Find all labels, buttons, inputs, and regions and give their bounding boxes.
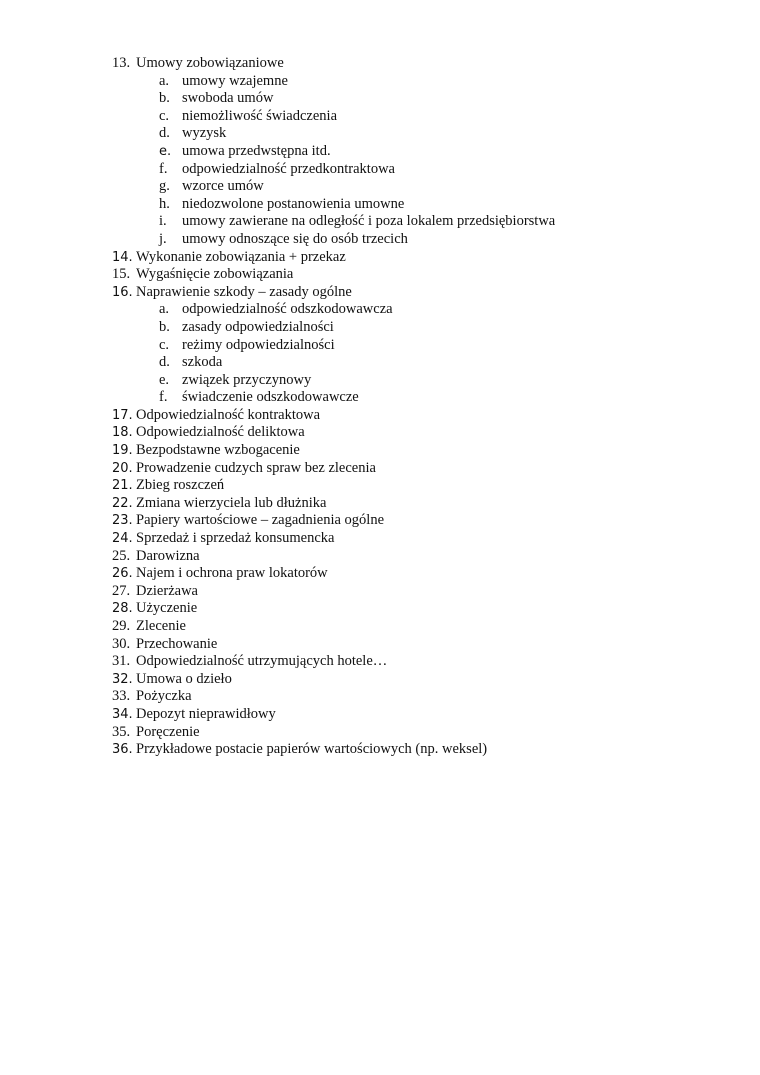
- list-item-number: 14.: [112, 249, 133, 265]
- sub-list-item-text: wyzysk: [182, 125, 227, 142]
- list-item-number: 15.: [112, 266, 131, 283]
- list-item-text: Odpowiedzialność deliktowa: [136, 424, 305, 441]
- sub-list-item-text: niedozwolone postanowienia umowne: [182, 195, 405, 212]
- list-item-number: 20.: [112, 460, 133, 476]
- list-item: [112, 618, 712, 636]
- list-item-text: Prowadzenie cudzych spraw bez zlecenia: [136, 459, 376, 476]
- list-item-number: 35.: [112, 723, 131, 740]
- sub-list-item: [112, 178, 712, 196]
- sub-list-item-letter: c.: [159, 107, 170, 124]
- list-item: [112, 495, 712, 513]
- list-item-text: Odpowiedzialność kontraktowa: [136, 406, 321, 423]
- sub-list-item: [112, 319, 712, 337]
- list-item-text: Depozyt nieprawidłowy: [136, 705, 276, 722]
- list-item: [112, 530, 712, 548]
- list-item-number: 28.: [112, 601, 133, 617]
- list-item-number: 13.: [112, 55, 131, 71]
- list-item-text: Zmiana wierzyciela lub dłużnika: [136, 494, 327, 511]
- list-item: [112, 266, 712, 284]
- sub-list-item: [112, 337, 712, 355]
- sub-list-item-letter: b.: [159, 90, 170, 107]
- sub-list-item-text: zasady odpowiedzialności: [182, 318, 334, 335]
- list-item-text: Przechowanie: [136, 635, 218, 652]
- sub-list-item: [112, 161, 712, 179]
- list-item: [112, 653, 712, 671]
- list-item-number: 18.: [112, 425, 133, 441]
- sub-list-item-text: swoboda umów: [182, 90, 274, 107]
- list-item-text: Umowy zobowiązaniowe: [136, 55, 284, 71]
- sub-list-item-letter: a.: [159, 301, 170, 318]
- list-item: [112, 565, 712, 583]
- list-item: [112, 477, 712, 495]
- list-item-text: Wygaśnięcie zobowiązania: [136, 266, 294, 283]
- sub-list-item-text: umowy wzajemne: [182, 72, 288, 89]
- list-item-number: 33.: [112, 688, 131, 705]
- list-item-text: Dzierżawa: [136, 582, 198, 599]
- sub-list-item: [112, 213, 712, 231]
- list-item-text: Poręczenie: [136, 723, 200, 740]
- list-item: [112, 706, 712, 724]
- list-item-text: Bezpodstawne wzbogacenie: [136, 442, 300, 459]
- sub-list-item: [112, 301, 712, 319]
- sub-list-item-letter: f.: [159, 160, 168, 177]
- list-item-number: 21.: [112, 478, 133, 494]
- sub-list-item-text: szkoda: [182, 354, 223, 371]
- list-item-number: 23.: [112, 513, 133, 529]
- list-item: [112, 548, 712, 566]
- sub-list-item: [112, 196, 712, 214]
- sub-list-item-letter: d.: [159, 125, 170, 142]
- list-item-number: 17.: [112, 407, 133, 423]
- sub-list-item-text: umowy zawierane na odległość i poza lokalem przedsiębiorstwa: [182, 213, 556, 230]
- list-item-text: Naprawienie szkody – zasady ogólne: [136, 283, 352, 300]
- sub-list-item: [112, 372, 712, 390]
- list-item: [112, 583, 712, 601]
- sub-list-item-letter: b.: [159, 318, 170, 335]
- sub-list-item-letter: i.: [159, 213, 167, 230]
- list-item-text: Najem i ochrona praw lokatorów: [136, 565, 328, 582]
- list-item-number: 16.: [112, 284, 133, 300]
- list-item: [112, 600, 712, 618]
- sub-list-item-text: związek przyczynowy: [182, 371, 312, 388]
- list-item-text: Zlecenie: [136, 618, 186, 634]
- sub-list-item: [112, 354, 712, 372]
- list-item: [112, 424, 712, 442]
- numbered-list: [112, 55, 712, 759]
- list-item: [112, 671, 712, 689]
- list-item-text: Umowa o dzieło: [136, 670, 232, 687]
- list-item-number: 32.: [112, 671, 133, 687]
- list-item-text: Pożyczka: [136, 688, 192, 705]
- list-item-number: 22.: [112, 495, 133, 511]
- list-item-number: 19.: [112, 443, 133, 459]
- sub-list-item-text: umowa przedwstępna itd.: [182, 142, 331, 159]
- list-item-number: 26.: [112, 566, 133, 582]
- list-item: [112, 407, 712, 425]
- list-item: [112, 442, 712, 460]
- list-item-number: 25.: [112, 547, 131, 564]
- sub-list-item-letter: e.: [159, 143, 172, 159]
- list-item-text: Użyczenie: [136, 600, 198, 617]
- list-item-number: 31.: [112, 653, 131, 670]
- sub-list-item-letter: a.: [159, 72, 170, 89]
- list-item-number: 29.: [112, 618, 131, 634]
- list-item: [112, 284, 712, 302]
- sub-list-item-text: wzorce umów: [182, 178, 264, 195]
- list-item: [112, 636, 712, 654]
- list-item-number: 27.: [112, 582, 131, 599]
- list-item: [112, 460, 712, 478]
- sub-list-item: [112, 143, 712, 161]
- sub-list-item: [112, 125, 712, 143]
- sub-list-item-letter: j.: [159, 230, 167, 247]
- list-item-text: Zbieg roszczeń: [136, 477, 225, 494]
- sub-list-item: [112, 73, 712, 91]
- list-item-number: 24.: [112, 531, 133, 547]
- sub-list-item-text: odpowiedzialność odszkodowawcza: [182, 301, 393, 318]
- sub-list-item-letter: h.: [159, 195, 170, 212]
- list-item: [112, 741, 712, 759]
- list-item: [112, 688, 712, 706]
- list-item: [112, 512, 712, 530]
- sub-list-item-letter: f.: [159, 389, 168, 406]
- list-item-text: Sprzedaż i sprzedaż konsumencka: [136, 530, 335, 547]
- list-item: [112, 55, 712, 73]
- sub-list-item-letter: d.: [159, 354, 170, 371]
- sub-list-item-letter: e.: [159, 371, 170, 388]
- list-item-number: 36.: [112, 742, 133, 758]
- sub-list-item-text: świadczenie odszkodowawcze: [182, 389, 359, 406]
- sub-list-item: [112, 90, 712, 108]
- list-item-number: 34.: [112, 706, 133, 722]
- sub-list-item-text: umowy odnoszące się do osób trzecich: [182, 230, 408, 247]
- list-item-text: Odpowiedzialność utrzymujących hotele…: [136, 653, 388, 670]
- list-item: [112, 249, 712, 267]
- sub-list-item-text: reżimy odpowiedzialności: [182, 336, 335, 353]
- list-item-text: Przykładowe postacie papierów wartościowych (np. weksel): [136, 741, 488, 758]
- sub-list-item: [112, 231, 712, 249]
- list-item-text: Papiery wartościowe – zagadnienia ogólne: [136, 512, 385, 529]
- list-item-text: Darowizna: [136, 547, 200, 564]
- sub-list-item: [112, 108, 712, 126]
- sub-list-item-letter: g.: [159, 178, 170, 195]
- list-item: [112, 724, 712, 742]
- sub-list-item: [112, 389, 712, 407]
- list-item-text: Wykonanie zobowiązania + przekaz: [136, 248, 346, 265]
- sub-list-item-text: niemożliwość świadczenia: [182, 107, 338, 124]
- list-item-number: 30.: [112, 635, 131, 652]
- sub-list-item-letter: c.: [159, 336, 170, 353]
- sub-list-item-text: odpowiedzialność przedkontraktowa: [182, 160, 395, 177]
